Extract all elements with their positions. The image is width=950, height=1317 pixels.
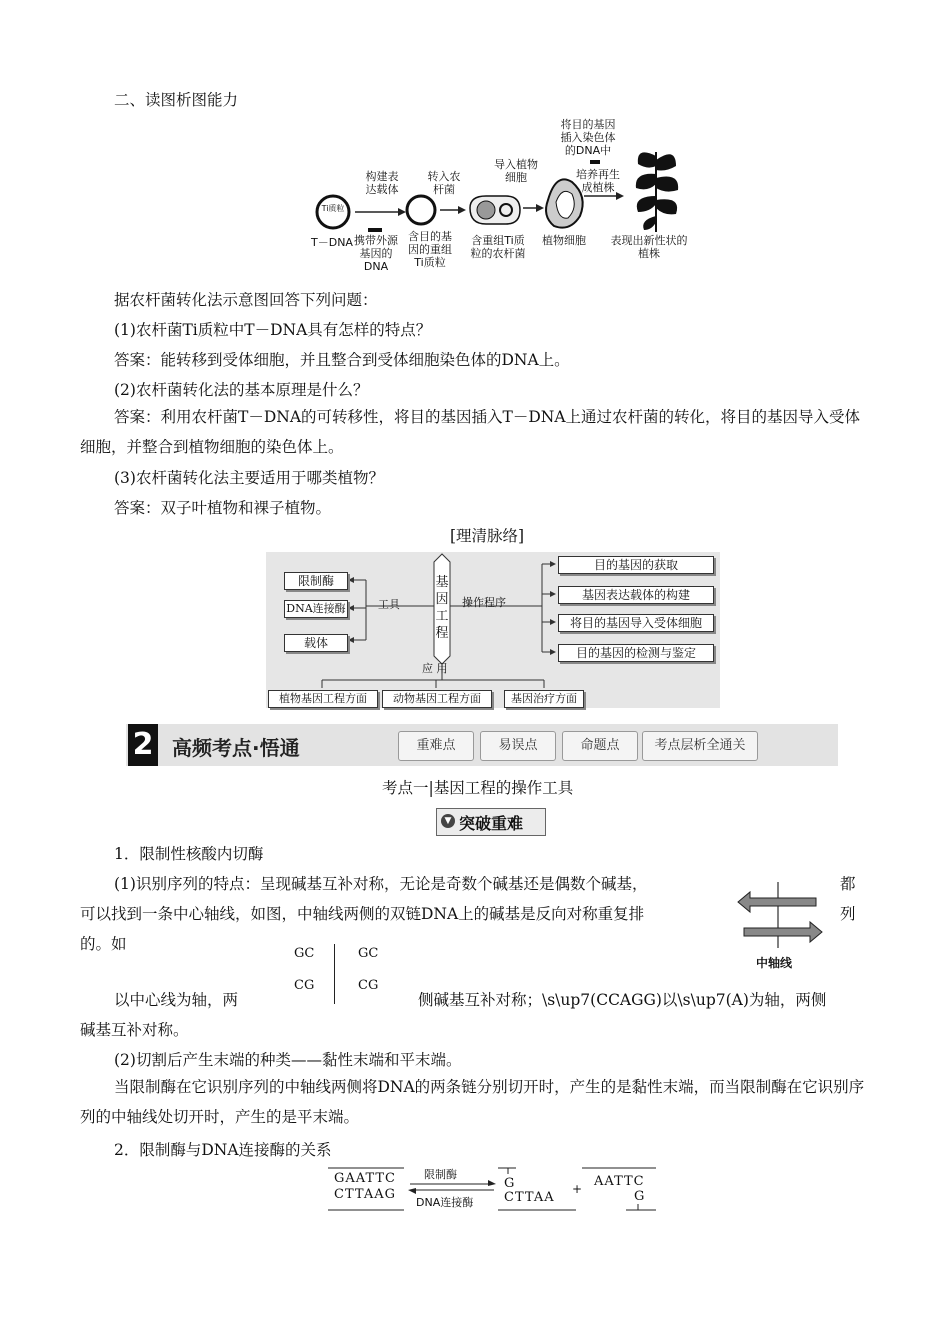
t-dna-label: T－DNA — [311, 236, 353, 249]
s1-para-line-4: 以中心线为轴，两 — [114, 991, 239, 1009]
procedure-label: 操作程序 — [462, 596, 506, 609]
tool-item: 载体 — [284, 634, 348, 652]
plant-cell-label: 植物细胞 — [542, 234, 586, 247]
kaodian-title: 考点一|基因工程的操作工具 — [382, 779, 574, 797]
s1-para-line-5: 侧碱基互补对称；\s\up7(CCAGG)以\s\up7(A)为轴，两侧 — [418, 991, 827, 1009]
question-3: (3)农杆菌转化法主要适用于哪类植物？ — [114, 469, 384, 487]
into-plant-label: 导入植物细胞 — [494, 158, 538, 184]
answer-2: 答案：利用农杆菌T－DNA的可转移性，将目的基因插入T－DNA上通过农杆菌的转化，将目的基因导入受体细胞，并整合到植物细胞的染色体上。 — [80, 408, 861, 456]
concept-center: 基因工程 — [435, 575, 449, 641]
tupo-badge — [436, 808, 546, 836]
tab-key-points[interactable]: 重难点 — [398, 731, 474, 761]
procedure-step: 目的基因的检测与鉴定 — [558, 644, 714, 662]
section-2-title: 2．限制酶与DNA连接酶的关系 — [114, 1141, 332, 1159]
s1-para-word: 列 — [840, 905, 856, 923]
answer-3: 答案：双子叶植物和裸子植物。 — [114, 499, 332, 517]
ti-plasmid-label: Ti质粒 — [321, 204, 345, 213]
base-pair: CG — [294, 978, 315, 993]
s1-para-3: 当限制酶在它识别序列的中轴线两侧将DNA的两条链分别切开时，产生的是黏性末端，而当限制酶在它识别序列的中轴线处切开时，产生的是平末端。 — [80, 1078, 865, 1126]
procedure-step: 基因表达载体的构建 — [558, 586, 714, 604]
answer-1: 答案：能转移到受体细胞，并且整合到受体细胞染色体的DNA上。 — [114, 351, 570, 369]
tool-item: DNA连接酶 — [284, 600, 348, 618]
ligase-label: DNA连接酶 — [416, 1196, 474, 1209]
banner-number: 2 — [128, 724, 158, 766]
construct-label: 构建表达载体 — [365, 170, 399, 196]
dna-strand: CTTAAG — [334, 1187, 396, 1202]
tab-mistakes[interactable]: 易误点 — [480, 731, 556, 761]
tab-full-analysis[interactable]: 考点层析全通关 — [642, 731, 758, 761]
section-1-title: 1．限制性核酸内切酶 — [114, 845, 264, 863]
section-heading: 二、读图析图能力 — [114, 91, 239, 109]
into-agro-label: 转入农杆菌 — [427, 170, 461, 196]
tab-exam-points[interactable]: 命题点 — [562, 731, 638, 761]
s1-para-line-2: 可以找到一条中心轴线，如图，中轴线两侧的双链DNA上的碱基是反向对称重复排 — [80, 905, 645, 923]
dna-strand: GAATTC — [334, 1171, 396, 1186]
question-2: (2)农杆菌转化法的基本原理是什么？ — [114, 381, 369, 399]
dna-strand: CTTAA — [504, 1190, 555, 1205]
procedure-step: 将目的基因导入受体细胞 — [558, 614, 714, 632]
chevron-down-icon: ▼ — [441, 814, 455, 828]
banner-title: 高频考点·悟通 — [172, 736, 300, 760]
s1-para-2: (2)切割后产生末端的种类——黏性末端和平末端。 — [114, 1051, 462, 1069]
base-pair: GC — [294, 946, 315, 961]
tool-item: 限制酶 — [284, 572, 348, 590]
s1-para-line-3: 的。如 — [80, 935, 127, 953]
procedure-step: 目的基因的获取 — [558, 556, 714, 574]
restriction-enzyme-label: 限制酶 — [424, 1168, 457, 1181]
base-pair: CG — [358, 978, 379, 993]
culture-label: 培养再生成植株 — [576, 168, 620, 194]
base-pair: GC — [358, 946, 379, 961]
question-1: (1)农杆菌Ti质粒中T－DNA具有怎样的特点？ — [114, 321, 432, 339]
axis-label: 中轴线 — [756, 956, 793, 970]
tupo-label: 突破重难 — [459, 814, 524, 833]
application-label: 应 用 — [422, 662, 448, 675]
s1-para-line-1: (1)识别序列的特点：呈现碱基互补对称，无论是奇数个碱基还是偶数个碱基， — [114, 875, 648, 893]
center-axis-line — [334, 944, 335, 1004]
agro-label: 含重组Ti质粒的农杆菌 — [470, 234, 526, 260]
dna-strand: G — [504, 1176, 515, 1191]
enzyme-diagram — [326, 1164, 660, 1214]
agrobacterium-figure — [300, 116, 690, 276]
qa-intro: 据农杆菌转化法示意图回答下列问题： — [114, 291, 378, 309]
donor-dna-label: 携带外源基因的DNA — [354, 234, 398, 273]
insert-label: 将目的基因插入染色体的DNA中 — [560, 118, 616, 157]
concept-map-heading: [理清脉络] — [450, 527, 525, 545]
concept-map — [266, 552, 720, 708]
application-item: 植物基因工程方面 — [268, 690, 378, 708]
s1-para-line-6: 碱基互补对称。 — [80, 1021, 189, 1039]
plus-sign: + — [572, 1182, 583, 1196]
dna-strand: AATTC — [594, 1174, 645, 1189]
result-label: 表现出新性状的植株 — [610, 234, 688, 260]
s1-para-word: 都 — [840, 875, 856, 893]
recombinant-plasmid-label: 含目的基因的重组Ti质粒 — [408, 230, 452, 269]
dna-strand: G — [634, 1189, 645, 1204]
tools-label: 工具 — [378, 598, 400, 611]
application-item: 动物基因工程方面 — [382, 690, 492, 708]
application-item: 基因治疗方面 — [504, 690, 584, 708]
